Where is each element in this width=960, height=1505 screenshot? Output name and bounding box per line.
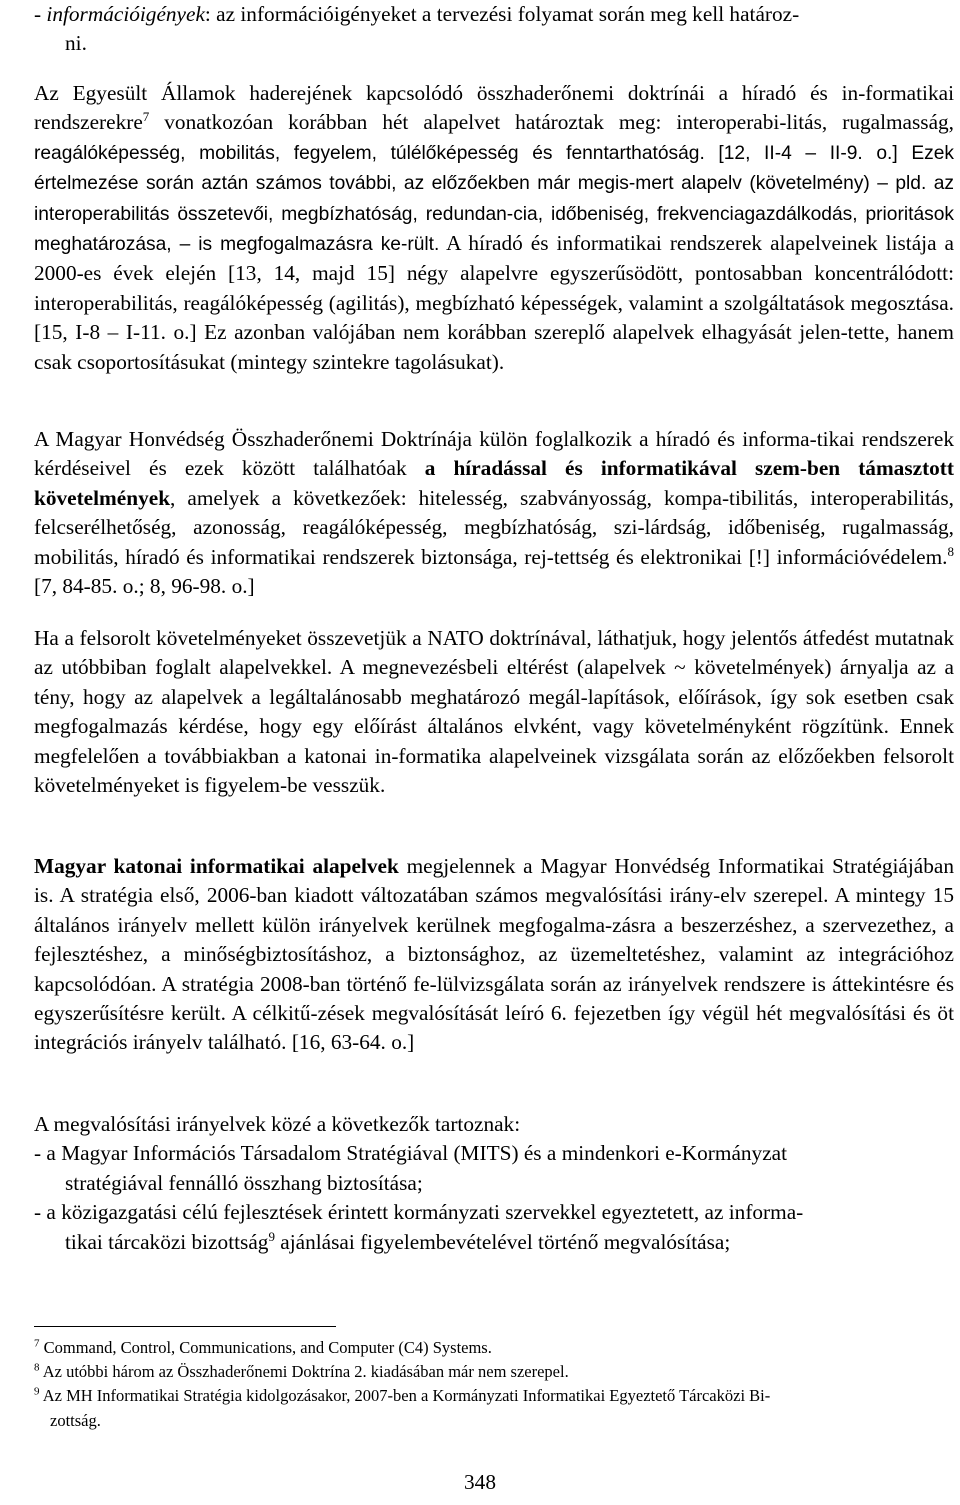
list-item-1-line1: - a Magyar Információs Társadalom Stratégiával (MITS) és a mindenkori e-Kormányzat [34, 1141, 788, 1166]
bold-phrase-principles: Magyar katonai informatikai alapelvek [34, 854, 399, 878]
list-intro: A megvalósítási irányelvek közé a következők tartoznak: [34, 1112, 521, 1136]
footnote-8: $^8$ Az utóbbi három az Összhaderőnemi Doktrína 2. kiadásában már nem szerepel. [34, 1361, 569, 1382]
footnote-9: $^9$ Az MH Informatikai Stratégia kidolgozásakor, 2007-ben a Kormányzati Informatikai Egyeztető Tárcaközi Bi- zottság. [34, 1385, 771, 1430]
page-number: 348 [464, 1470, 496, 1494]
footnote-ref-7: 7 [142, 109, 150, 125]
paragraph-1: Az Egyesült Államok haderejének kapcsolódó összhaderőnemi doktrínái a híradó és in-formatikai rendszerekre$^7$ vonatkozóan korábban hét alapelvet határoztak meg: interoperabi-litás, rugalmasság, reagálóképesség, mobilitás, fegyelem, túlélőképesség és fenntarthatóság. [12, II-4 – II-9. o.] Ezek értelmezése során aztán számos további, az előzőekben már megis-mert alapelv (követelmény) – pld. az interoperabilitás összetevői, megbízhatóság, redundan-cia, időbeniség, frekvenciagazdálkodás, prioritások meghatározása, – is megfogalmazásra ke-rült. A híradó és informatikai rendszerek alapelveinek listája a 2000-es évek elején [13, 14, majd 15] négy alapelvre egyszerűsödött, pontosabban koncentrálódott: interoperabilitás, reagálóképesség (agilitás), megbízható képességek, valamint a szolgáltatások megosztása. [15, I-8 – I-11. o.] Ez azonban valójában nem korábban szereplő alapelvek elhagyását jelen-tette, hanem csak csoportosításukat (mintegy szintekre tagolásukat). [34, 81, 955, 374]
list-item-2-line1: - a közigazgatási célú fejlesztések érintett kormányzati szervekkel egyeztetett, az informa- [34, 1200, 804, 1225]
list-item-2-line2: tikai tárcaközi bizottság$^9$ ajánlásai figyelembevételével történő megvalósítása; [65, 1228, 731, 1254]
footnotes [34, 1336, 954, 1433]
bold-phrase-requirements: a híradással és informatikával szem-ben támasztott követelmények [34, 456, 954, 510]
footnote-separator [34, 1326, 336, 1327]
footnote-ref-9: 9 [268, 1228, 275, 1244]
list-dash: - [34, 2, 47, 26]
paragraph-4: Magyar katonai informatikai alapelvek megjelennek a Magyar Honvédség Informatikai Stratégiájában is. A stratégia első, 2006-ban kiadott változatában számos megvalósítási irány-elv szerepel. A mintegy 15 általános irányelv mellett külön irányelvek kerülnek megfogalma-zásra a beszerzéshez, a szervezethez, a fejlesztéshez, a minőségbiztosításhoz, a biztonsághoz, az üzemeltetéshez, valamint az integrációhoz kapcsolódóan. A stratégia 2008-ban történő fe-lülvizsgálata során az irányelvek rendszere is áttekintésre és egyszerűsítésre került. A célkitű-zések megvalósítását leíró 6. fejezetben így végül hét megvalósítási és öt integrációs irányelv található. [16, 63-64. o.] [34, 854, 954, 1055]
sans-text-segment: reagálóképesség, mobilitás, fegyelem, túlélőképesség és fenntarthatóság. [12, II-4 – II-9. o.] Ezek értelmezése során aztán számos további, az előzőekben már megis-mert alapelv (követelmény) – pld. az interoperabilitás összetevői, megbízhatóság, redundan-cia, időbeniség, frekvenciagazdálkodás, prioritások meghatározása, – is megfogalmazásra ke-rült. [34, 142, 954, 256]
list-term: információigények [46, 2, 205, 26]
footnote-7: $^7$ Command, Control, Communications, and Computer (C4) Systems. [34, 1337, 492, 1357]
list-text-line1: : az információigényeket a tervezési folyamat során meg kell határoz- [204, 2, 800, 26]
list-item-1-line2: stratégiával fennálló összhang biztosítása; [65, 1170, 423, 1195]
paragraph-2: A Magyar Honvédség Összhaderőnemi Doktrínája külön foglalkozik a híradó és informa-tikai rendszerek kérdéseivel és ezek között találhatóak a híradással és informatikával szem-ben támasztott követelmények, amelyek a következőek: hitelesség, szabványosság, kompa-tibilitás, interoperabilitás, felcserélhetőség, azonosság, reagálóképesség, megbízhatóság, szi-lárdság, időbeniség, rugalmasság, mobilitás, híradó és informatikai rendszerek biztonsága, rej-tettség és elektronikai [!] információvédelem.$^8$ [7, 84-85. o.; 8, 96-98. o.] [34, 427, 954, 599]
paragraph-5 [34, 1110, 954, 1257]
footnote-ref-8: 8 [947, 543, 954, 559]
paragraph-3: Ha a felsorolt követelményeket összevetjük a NATO doktrínával, láthatjuk, hogy jelentős átfedést mutatnak az utóbbiban foglalt alapelvekkel. A megnevezésbeli eltérést (alapelvek ~ követelmények) árnyalja az a tény, hogy az alapelvek a legáltalánosabb meghatározó megál-lapítások, előírások, így sok esetben csak megfogalmazás kérdése, hogy egy előírást általános elvként, vagy követelményként rögzítünk. Ennek megfelelően a továbbiakban a katonai in-formatika alapelveinek vizsgálata során az előzőekben felsorolt követelményeket is figyelem-be vesszük. [34, 626, 954, 798]
list-text-line2: ni. [65, 31, 87, 56]
top-list-item [34, 0, 954, 59]
